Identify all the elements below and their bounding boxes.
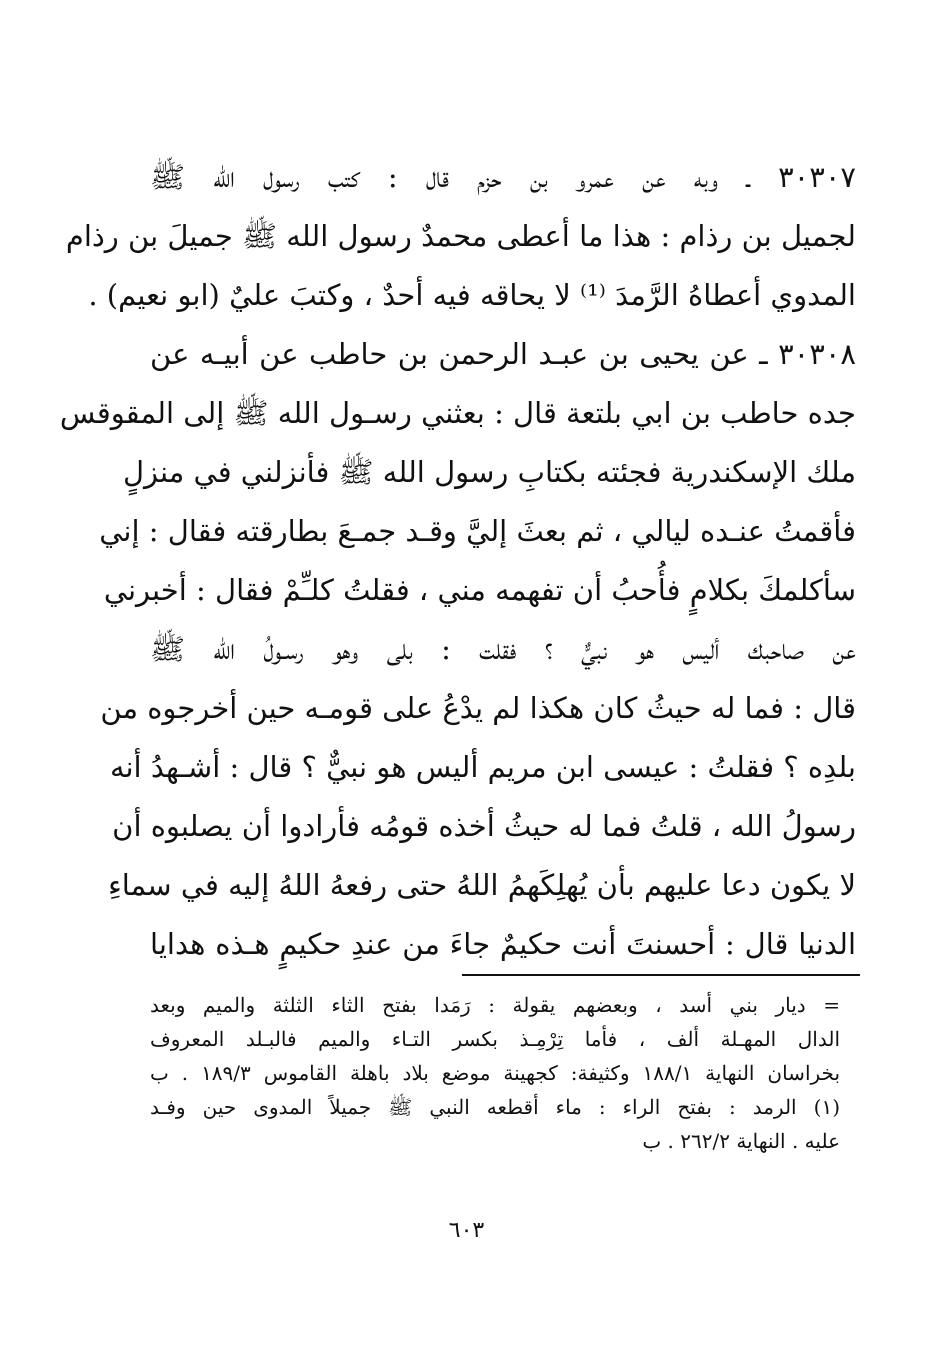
text-line: قال : فما له حيثُ كان هكذا لم يدْعُ على قومـه حين أخرجوه من	[100, 691, 856, 725]
text-line: عن صاحبك أليس هو نبيٌّ ؟ فقلت : بلى وهو رسـولُ الله ﷺ	[150, 632, 856, 666]
main-text-block	[59, 148, 856, 974]
text-line: ٣٠٣٠٧ ـ وبه عن عمرو بن حزم قال : كتب رسول الله ﷺ	[150, 160, 856, 194]
page-number: ٦٠٣	[448, 1218, 485, 1243]
text-line: جده حاطب بن ابي بلتعة قال : بعثني رسـول الله ﷺ إلى المقوقس	[59, 396, 856, 430]
footnote-line: الدال المهـلة ألف ، فأما تِرْمِـذ بكسر التـاء والميم فالبـلد المعروف	[150, 1027, 840, 1051]
text-line: لجميل بن رذام : هذا ما أعطى محمدٌ رسول الله ﷺ جميلَ بن رذام	[65, 219, 856, 253]
text-line: ٣٠٣٠٨ ـ عن يحيى بن عبـد الرحمن بن حاطب عن أبيـه عن	[150, 337, 856, 371]
text-line: لا يكون دعا عليهم بأن يُهلِكَهمُ اللهُ حتى رفعهُ اللهُ إليه في سماءِ	[108, 868, 856, 902]
text-line: رسولُ الله ، قلتُ فما له حيثُ أخذه قومُه فأرادوا أن يصلبوه أن	[112, 809, 856, 843]
footnotes-block	[150, 988, 840, 1158]
text-line: ملك الإسكندرية فجئته بكتابِ رسول الله ﷺ فأنزلني في منزلٍ	[122, 455, 856, 489]
text-line: فأقمتُ عنـده ليالي ، ثم بعثَ إليَّ وقـد جمـعَ بطارقته فقال : إني	[99, 514, 856, 548]
text-line: سأكلمكَ بكلامٍ فأُحبُ أن تفهمه مني ، فقلتُ كلـِّمْ فقال : أخبرني	[103, 573, 856, 607]
footnote-line: (١) الرمد : بفتح الراء : ماء أقطعه النبي ﷺ جميلاً المدوى حين وفـد	[150, 1095, 840, 1119]
footnote-line: عليه . النهاية ٢٦٢/٢ . ب	[642, 1129, 840, 1153]
footnote-line: بخراسان النهاية ١٨٨/١ وكثيفة: كجهينة موضع بلاد باهلة القاموس ١٨٩/٣ . ب	[150, 1061, 841, 1085]
footnote-divider	[462, 974, 860, 976]
text-line: بلدِه ؟ فقلتُ : عيسى ابن مريم أليس هو نبيٌّ ؟ قال : أشـهدُ أنه	[109, 750, 856, 784]
footnote-line: = ديار بني أسد ، وبعضهم يقولة : رَمَدا بفتح الثاء الثلثة والميم وبعد	[150, 993, 840, 1017]
text-line: الدنيا قال : أحسنتَ أنت حكيمٌ جاءَ من عندِ حكيمٍ هـذه هدايا	[150, 927, 856, 961]
text-line: المدوي أعطاهُ الرَّمدَ ⁽¹⁾ لا يحاقه فيه أحدٌ ، وكتبَ عليٌ (ابو نعيم) .	[88, 278, 856, 312]
